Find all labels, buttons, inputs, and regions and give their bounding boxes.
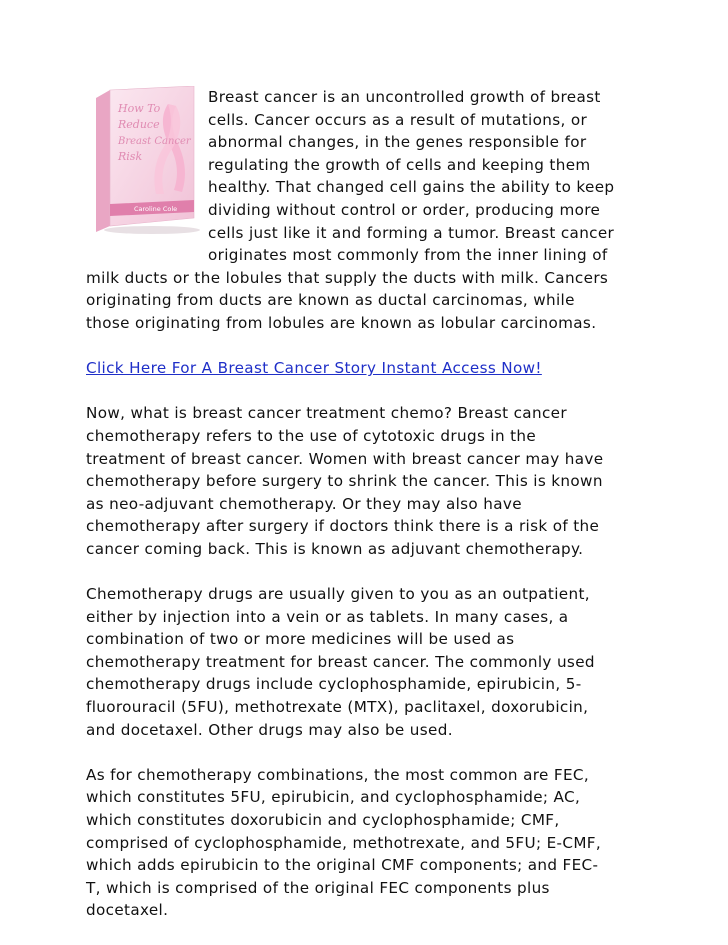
text-line: either by injection into a vein or as tablets. In many cases, a — [86, 607, 569, 626]
cover-title-line: Risk — [118, 150, 143, 163]
text-line: As for chemotherapy combinations, the most common are FEC, — [86, 765, 590, 784]
text-line: comprised of cyclophosphamide, methotrexate, and 5FU; E-CMF, — [86, 833, 602, 852]
instant-access-link[interactable]: Click Here For A Breast Cancer Story Instant Access Now! — [86, 359, 542, 378]
paragraph-chemo-combinations — [86, 764, 656, 922]
text-line: chemotherapy refers to the use of cytotoxic drugs in the — [86, 426, 537, 445]
text-line: docetaxel. — [86, 901, 169, 920]
text-line: which constitutes 5FU, epirubicin, and cyclophosphamide; AC, — [86, 788, 581, 807]
text-line: chemotherapy treatment for breast cancer. The commonly used — [86, 652, 595, 671]
text-line: originates most commonly from the inner lining of — [208, 246, 608, 265]
text-line: cells. Cancer occurs as a result of mutations, or — [208, 110, 588, 129]
text-line: regulating the growth of cells and keeping them — [208, 155, 591, 174]
text-line: which adds epirubicin to the original CMF components; and FEC- — [86, 856, 599, 875]
text-line: healthy. That changed cell gains the ability to keep — [208, 178, 615, 197]
text-line: treatment of breast cancer. Women with breast cancer may have — [86, 449, 604, 468]
text-line: dividing without control or order, producing more — [208, 200, 601, 219]
link-paragraph — [86, 357, 656, 380]
text-line: Breast cancer is an uncontrolled growth of breast — [208, 88, 601, 106]
text-line: which constitutes doxorubicin and cyclophosphamide; CMF, — [86, 811, 560, 829]
text-line: and docetaxel. Other drugs may also be used. — [86, 720, 453, 739]
text-line: combination of two or more medicines will be used as — [86, 630, 515, 649]
paragraph-chemo-drugs — [86, 583, 656, 741]
cover-author-text: Caroline Cole — [134, 205, 178, 213]
cover-title-line: Breast Cancer — [118, 136, 191, 147]
text-line: milk ducts or the lobules that supply the ducts with milk. Cancers — [86, 268, 609, 287]
text-line: as neo-adjuvant chemotherapy. Or they may also have — [86, 494, 522, 513]
text-line: chemotherapy after surgery if doctors think there is a risk of the — [86, 517, 600, 536]
text-line: cells just like it and forming a tumor. Breast cancer — [208, 223, 615, 242]
text-line: cancer coming back. This is known as adjuvant chemotherapy. — [86, 539, 584, 558]
text-line: abnormal changes, in the genes responsible for — [208, 133, 587, 152]
text-line: chemotherapy drugs include cyclophosphamide, epirubicin, 5- — [86, 675, 582, 694]
text-line: T, which is comprised of the original FEC components plus — [86, 878, 550, 897]
text-line: chemotherapy before surgery to shrink the cancer. This is known — [86, 472, 603, 491]
text-line: fluorouracil (5FU), methotrexate (MTX), paclitaxel, doxorubicin, — [86, 698, 589, 717]
article-body — [86, 86, 656, 945]
paragraph-intro — [86, 86, 656, 335]
text-line: Chemotherapy drugs are usually given to you as an outpatient, — [86, 585, 590, 604]
paragraph-chemo-definition — [86, 402, 656, 560]
text-line: originating from ducts are known as ductal carcinomas, while — [86, 291, 575, 310]
text-line: Now, what is breast cancer treatment chemo? Breast cancer — [86, 404, 567, 423]
cover-title-line: How To — [118, 102, 161, 115]
cover-title-line: Reduce — [118, 118, 160, 131]
text-line: those originating from lobules are known as lobular carcinomas. — [86, 313, 597, 332]
